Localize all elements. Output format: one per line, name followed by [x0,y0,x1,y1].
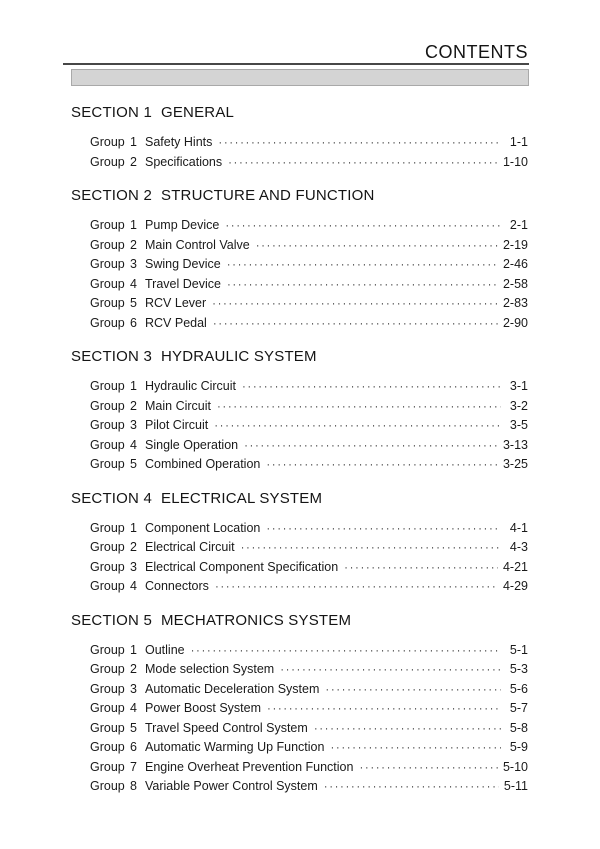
dot-leader [227,255,498,275]
page-number: 2-58 [502,276,528,291]
toc-entry [71,777,528,797]
group-word-label: Group [90,257,125,271]
page-number: 1-1 [509,135,528,149]
group-word-label: Group [90,642,125,657]
group-word-label: Group [90,315,125,330]
header-shaded-bar [71,69,529,86]
section-heading [71,491,528,507]
group-title: Component Location [145,520,261,535]
dot-leader [217,397,501,417]
title-rule [63,63,529,65]
group-title: Single Operation [145,437,239,452]
group-word-label: Group [90,418,125,432]
toc-entry [71,294,528,314]
toc-entry [71,455,528,475]
group-number: 3 [130,559,137,574]
group-title: RCV Pedal [145,315,207,330]
section-heading [71,349,528,365]
group-number: 2 [130,662,137,676]
document-header [0,0,600,86]
page-number: 3-13 [502,437,528,452]
group-title: Electrical Component Specification [145,559,339,574]
dot-leader [213,314,498,334]
group-number: 5 [130,457,137,471]
group-word-label: Group [90,437,125,452]
page-number: 5-7 [509,701,528,715]
dot-leader [359,758,498,778]
dot-leader [242,377,501,397]
toc-entry [71,558,528,578]
group-title: Engine Overheat Prevention Function [145,759,354,774]
group-word-label: Group [90,740,125,754]
page-number: 3-5 [509,418,528,432]
group-number: 4 [130,276,137,291]
section-heading [71,613,528,629]
group-word-label: Group [90,540,125,554]
group-title: Travel Speed Control System [145,720,308,735]
dot-leader [241,538,501,558]
dot-leader [215,577,498,597]
group-number: 5 [130,296,137,310]
group-title: Automatic Warming Up Function [145,740,325,754]
group-title: Safety Hints [145,135,213,149]
group-title: Connectors [145,579,209,593]
page-number: 4-1 [509,520,528,535]
page-number: 3-1 [509,379,528,393]
group-number: 1 [130,642,137,657]
toc-section [71,613,528,797]
group-word-label: Group [90,701,125,715]
group-title: Electrical Circuit [145,540,235,554]
toc-entry [71,416,528,436]
group-word-label: Group [90,398,125,413]
dot-leader [212,294,498,314]
page-number: 5-11 [503,779,528,793]
toc-entry [71,216,528,236]
group-word-label: Group [90,520,125,535]
toc-entry [71,641,528,661]
dot-leader [214,416,501,436]
toc-entry [71,255,528,275]
dot-leader [325,680,501,700]
group-title: Main Control Valve [145,237,250,252]
dot-leader [228,153,498,173]
toc-entry [71,377,528,397]
dot-leader [266,455,498,475]
group-word-label: Group [90,559,125,574]
group-word-label: Group [90,720,125,735]
page-number: 5-1 [509,642,528,657]
toc-entry [71,758,528,778]
group-title: Travel Device [145,276,221,291]
page-number: 3-25 [502,457,528,471]
group-number: 1 [130,520,137,535]
section-label: SECTION 2 [71,187,152,204]
group-title: Pump Device [145,218,220,232]
dot-leader [225,216,501,236]
dot-leader [324,777,499,797]
section-rows [71,641,528,797]
group-title: Swing Device [145,257,221,271]
section-label: SECTION 1 [71,104,152,121]
dot-leader [267,699,501,719]
table-of-contents [71,105,528,797]
page-number: 2-83 [502,296,528,310]
group-word-label: Group [90,276,125,291]
group-title: Pilot Circuit [145,418,209,432]
section-heading [71,105,528,121]
dot-leader [266,519,501,539]
group-number: 3 [130,681,137,696]
group-title: Outline [145,642,185,657]
section-rows [71,519,528,597]
group-number: 2 [130,237,137,252]
group-number: 5 [130,720,137,735]
section-title: MECHATRONICS SYSTEM [160,611,352,629]
group-word-label: Group [90,135,125,149]
group-word-label: Group [90,296,125,310]
group-title: RCV Lever [145,296,207,310]
section-rows [71,216,528,333]
toc-entry [71,680,528,700]
toc-section [71,491,528,597]
toc-entry [71,538,528,558]
section-title: ELECTRICAL SYSTEM [160,489,323,507]
group-number: 7 [130,759,137,774]
page-number: 2-19 [502,237,528,252]
toc-entry [71,719,528,739]
group-title: Variable Power Control System [145,779,318,793]
group-word-label: Group [90,779,125,793]
group-word-label: Group [90,662,125,676]
toc-entry [71,577,528,597]
toc-entry [71,660,528,680]
page-number: 4-29 [502,579,528,593]
toc-section [71,105,528,172]
group-number: 4 [130,579,137,593]
toc-entry [71,314,528,334]
dot-leader [330,738,501,758]
section-title: STRUCTURE AND FUNCTION [160,187,375,204]
page-number: 4-3 [509,540,528,554]
group-title: Power Boost System [145,701,262,715]
page-number: 5-8 [509,720,528,735]
group-number: 4 [130,701,137,715]
page-number: 3-2 [509,398,528,413]
section-heading [71,188,528,204]
dot-leader [280,660,501,680]
page-number: 5-10 [502,759,528,774]
dot-leader [227,275,498,295]
page-number: 5-6 [509,681,528,696]
group-word-label: Group [90,457,125,471]
section-title: GENERAL [160,104,235,121]
toc-entry [71,236,528,256]
group-number: 3 [130,257,137,271]
section-label: SECTION 5 [71,611,152,629]
section-title: HYDRAULIC SYSTEM [160,348,317,365]
group-word-label: Group [90,154,125,169]
group-number: 4 [130,437,137,452]
group-number: 8 [130,779,137,793]
group-word-label: Group [90,218,125,232]
group-number: 1 [130,379,137,393]
section-label: SECTION 3 [71,348,152,365]
toc-entry [71,436,528,456]
section-rows [71,133,528,172]
group-number: 6 [130,740,137,754]
group-title: Main Circuit [145,398,211,413]
dot-leader [256,236,498,256]
toc-entry [71,519,528,539]
group-title: Hydraulic Circuit [145,379,236,393]
group-title: Mode selection System [145,662,275,676]
dot-leader [344,558,498,578]
toc-entry [71,133,528,153]
group-title: Combined Operation [145,457,261,471]
page-number: 2-90 [502,315,528,330]
group-word-label: Group [90,681,125,696]
group-title: Specifications [145,154,223,169]
page-number: 5-3 [509,662,528,676]
toc-entry [71,397,528,417]
page-title: CONTENTS [425,42,528,62]
group-number: 2 [130,154,137,169]
dot-leader [191,641,501,661]
dot-leader [244,436,498,456]
group-word-label: Group [90,759,125,774]
page-number: 4-21 [502,559,528,574]
group-number: 2 [130,540,137,554]
group-word-label: Group [90,379,125,393]
group-number: 2 [130,398,137,413]
toc-section [71,188,528,333]
dot-leader [314,719,501,739]
page-number: 2-1 [509,218,528,232]
toc-entry [71,738,528,758]
section-label: SECTION 4 [71,489,152,507]
toc-entry [71,699,528,719]
group-number: 1 [130,218,137,232]
group-word-label: Group [90,237,125,252]
toc-entry [71,275,528,295]
section-rows [71,377,528,475]
toc-section [71,349,528,475]
page-number: 2-46 [502,257,528,271]
group-word-label: Group [90,579,125,593]
page-number: 1-10 [502,154,528,169]
group-number: 6 [130,315,137,330]
group-title: Automatic Deceleration System [145,681,320,696]
group-number: 3 [130,418,137,432]
dot-leader [218,133,501,153]
page-number: 5-9 [509,740,528,754]
toc-entry [71,153,528,173]
group-number: 1 [130,135,137,149]
